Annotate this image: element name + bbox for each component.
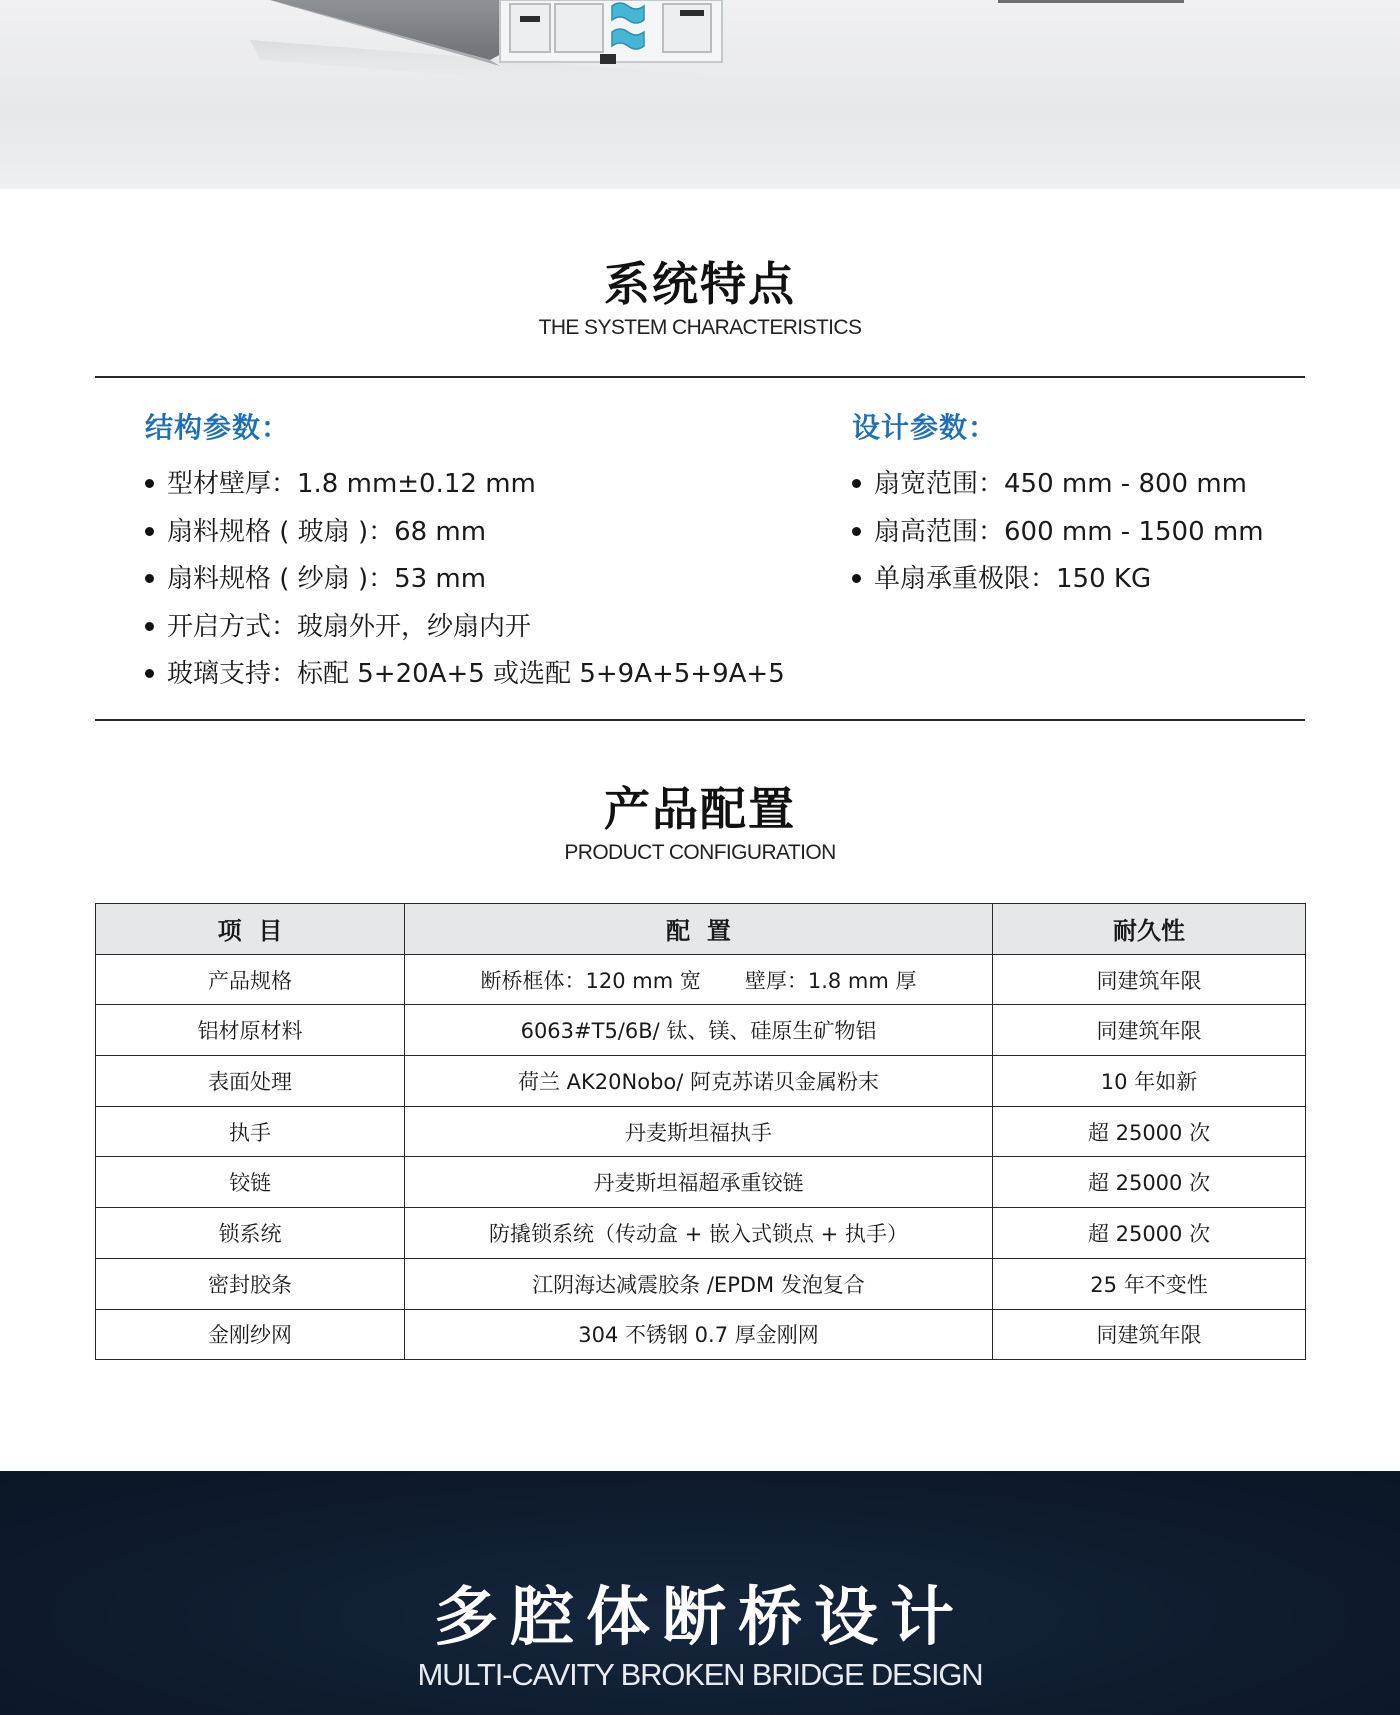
cell-config: 江阴海达减震胶条 /EPDM 发泡复合 <box>405 1258 993 1309</box>
banner-subtitle: MULTI-CAVITY BROKEN BRIDGE DESIGN <box>417 1657 983 1692</box>
table-row <box>96 1157 1306 1208</box>
bullet-icon <box>852 574 861 583</box>
cell-durability: 同建筑年限 <box>993 1005 1306 1056</box>
column-header-item: 项 目 <box>96 904 405 955</box>
list-item-text: 扇宽范围：450 mm - 800 mm <box>874 469 1248 499</box>
window-profile-illustration <box>0 0 1400 189</box>
cell-config: 304 不锈钢 0.7 厚金刚网 <box>405 1309 993 1360</box>
table-row <box>96 1208 1306 1259</box>
cell-durability: 超 25000 次 <box>993 1106 1306 1157</box>
characteristics-title: 系统特点 <box>604 257 796 311</box>
cell-config-part: 壁厚：1.8 mm 厚 <box>744 968 917 993</box>
cell-item: 铝材原材料 <box>96 1005 405 1056</box>
cell-config <box>405 954 993 1005</box>
structure-heading: 结构参数： <box>145 411 291 444</box>
list-item-text: 玻璃支持：标配 5+20A+5 或选配 5+9A+5+9A+5 <box>167 659 785 689</box>
structure-list <box>145 466 785 704</box>
cell-durability: 超 25000 次 <box>993 1208 1306 1259</box>
list-item-text: 扇料规格 ( 玻扇 )：68 mm <box>167 516 487 547</box>
characteristics-subtitle: THE SYSTEM CHARACTERISTICS <box>538 316 862 339</box>
list-item-text: 型材壁厚：1.8 mm±0.12 mm <box>167 469 536 499</box>
cell-config: 6063#T5/6B/ 钛、镁、硅原生矿物铝 <box>405 1005 993 1056</box>
profile-cross-section <box>500 0 722 64</box>
cell-item: 金刚纱网 <box>96 1309 405 1360</box>
bullet-icon <box>852 479 861 488</box>
list-item-text: 开启方式：玻扇外开，纱扇内开 <box>167 611 532 642</box>
list-item <box>145 609 785 657</box>
hero-product-image <box>0 0 1400 189</box>
table-row <box>96 1258 1306 1309</box>
list-item <box>145 561 785 609</box>
cell-config: 丹麦斯坦福超承重铰链 <box>405 1157 993 1208</box>
cell-config: 荷兰 AK20Nobo/ 阿克苏诺贝金属粉末 <box>405 1056 993 1107</box>
cell-item: 密封胶条 <box>96 1258 405 1309</box>
list-item-text: 扇高范围：600 mm - 1500 mm <box>874 516 1264 547</box>
table-row <box>96 1005 1306 1056</box>
configuration-title: 产品配置 <box>604 782 796 836</box>
list-item <box>145 656 785 704</box>
design-heading: 设计参数： <box>852 411 998 444</box>
column-header-durability: 耐久性 <box>993 904 1306 955</box>
list-item-text: 扇料规格 ( 纱扇 )：53 mm <box>167 564 487 594</box>
table-row <box>96 1106 1306 1157</box>
bullet-icon <box>145 622 154 631</box>
table-header-row <box>96 904 1306 955</box>
design-parameters <box>852 408 1264 609</box>
cell-config: 防撬锁系统（传动盒 + 嵌入式锁点 + 执手） <box>405 1208 993 1259</box>
configuration-subtitle: PRODUCT CONFIGURATION <box>564 841 836 864</box>
list-item <box>852 514 1264 562</box>
cell-durability: 超 25000 次 <box>993 1157 1306 1208</box>
structure-parameters <box>145 408 785 704</box>
cell-config: 丹麦斯坦福执手 <box>405 1106 993 1157</box>
multi-cavity-banner <box>0 1471 1400 1715</box>
table-row <box>96 954 1306 1005</box>
cell-durability: 10 年如新 <box>993 1056 1306 1107</box>
bullet-icon <box>145 527 154 536</box>
cell-durability: 25 年不变性 <box>993 1258 1306 1309</box>
list-item <box>852 466 1264 514</box>
list-item <box>145 466 785 514</box>
bullet-icon <box>145 479 154 488</box>
table-row <box>96 1056 1306 1107</box>
design-list <box>852 466 1264 609</box>
hero-accent-bar <box>998 0 1184 3</box>
top-divider <box>95 376 1305 378</box>
list-item-text: 单扇承重极限：150 KG <box>874 564 1152 594</box>
list-item <box>852 561 1264 609</box>
bottom-divider <box>95 719 1305 721</box>
cell-item: 产品规格 <box>96 954 405 1005</box>
bullet-icon <box>145 669 154 678</box>
column-header-config: 配 置 <box>405 904 993 955</box>
cell-item: 执手 <box>96 1106 405 1157</box>
cell-item: 铰链 <box>96 1157 405 1208</box>
cell-durability: 同建筑年限 <box>993 1309 1306 1360</box>
cell-durability: 同建筑年限 <box>993 954 1306 1005</box>
table-row <box>96 1309 1306 1360</box>
banner-title: 多腔体断桥设计 <box>434 1581 966 1655</box>
cell-item: 表面处理 <box>96 1056 405 1107</box>
configuration-table <box>95 903 1306 1360</box>
cell-config-part: 断桥框体：120 mm 宽 <box>480 968 701 993</box>
cell-item: 锁系统 <box>96 1208 405 1259</box>
bullet-icon <box>145 574 154 583</box>
list-item <box>145 514 785 562</box>
bullet-icon <box>852 527 861 536</box>
